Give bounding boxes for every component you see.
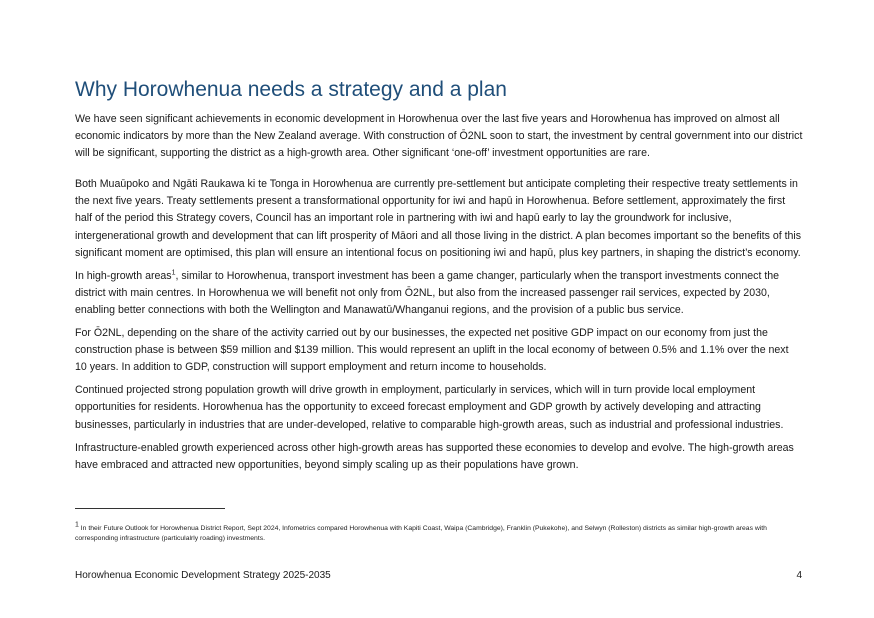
paragraph-1: We have seen significant achievements in economic development in Horowhenua over the last five years and Horowhenua has improved on almost all economic indicators by more than the New Zealand average. With construction of Ō2NL soon to start, the investment by central government into our district will be significant, supporting the district as a high-growth area. Other significant ‘one-off’ investment opportunities are rare.: [75, 113, 803, 160]
footnote-divider: [75, 508, 225, 509]
paragraph-3: [75, 268, 803, 319]
footer-title: Horowhenua Economic Development Strategy 2025-2035: [75, 570, 331, 581]
footnote-reference[interactable]: 1: [171, 269, 176, 277]
paragraph-2: Both Muaūpoko and Ngāti Raukawa ki te Tonga in Horowhenua are currently pre-settlement but anticipate completing their respective treaty settlements in the next five years. Treaty settlements present a transformational opportunity for iwi and hapū in Horowhenua. Before settlement, approximately the first half of the period this Strategy covers, Council has an important role in partnering with iwi and hapū early to lay the groundwork for inclusive, intergenerational growth and development that can lift prosperity of Māori and all those living in the district. A plan becomes important so the benefits of this significant moment are optimised, this plan will ensure an intentional focus on positioning iwi and hapū, plus key partners, in shaping the district’s economy.: [75, 178, 802, 259]
paragraph-5: Continued projected strong population growth will drive growth in employment, particularly in services, which will in turn provide local employment opportunities for residents. Horowhenua has the opportunity to exceed forecast employment and GDP growth by actively developing and attracting businesses, particularly in industries that are under-developed, relative to comparable high-growth areas, such as industrial and professional industries.: [75, 384, 784, 431]
paragraph-6: Infrastructure-enabled growth experienced across other high-growth areas has supported these economies to develop and evolve. The high-growth areas have embraced and attracted new opportunities, beyond simply scaling up as their populations have grown.: [75, 441, 794, 471]
footnote-text: In their Future Outlook for Horowhenua District Report, Sept 2024, Infometrics compared Horowhenua with Kapiti Coast, Waipa (Cambridge), Franklin (Pukekohe), and Selwyn (Rolleston) districts as similar high-growth areas with corresponding infrastructure (particulalrly roading) investments.: [75, 525, 767, 542]
paragraph-4: For Ō2NL, depending on the share of the activity carried out by our businesses, the expected net positive GDP impact on our economy from just the construction phase is between $59 million and $139 million. This would represent an uplift in the local economy of between 0.5% and 1.1% over the next 10 years. In addition to GDP, construction will support employment and return income to households.: [75, 327, 789, 374]
body-text: [75, 111, 803, 480]
paragraph-3-start: In high-growth areas: [75, 269, 172, 282]
page-heading: Why Horowhenua needs a strategy and a plan: [75, 78, 507, 101]
footnote: [75, 521, 803, 544]
page-number: 4: [796, 570, 802, 581]
paragraph-3-rest: , similar to Horowhenua, transport investment has been a game changer, particularly when the transport investments connect the district with main centres. In Horowhenua we will benefit not only from Ō2NL, but also from the increased passenger rail services, expected by 2030, enabling better connections with both the Wellington and Manawatū/Whanganui regions, and the provision of a public bus service.: [75, 269, 780, 316]
footnote-marker: 1: [75, 521, 79, 529]
